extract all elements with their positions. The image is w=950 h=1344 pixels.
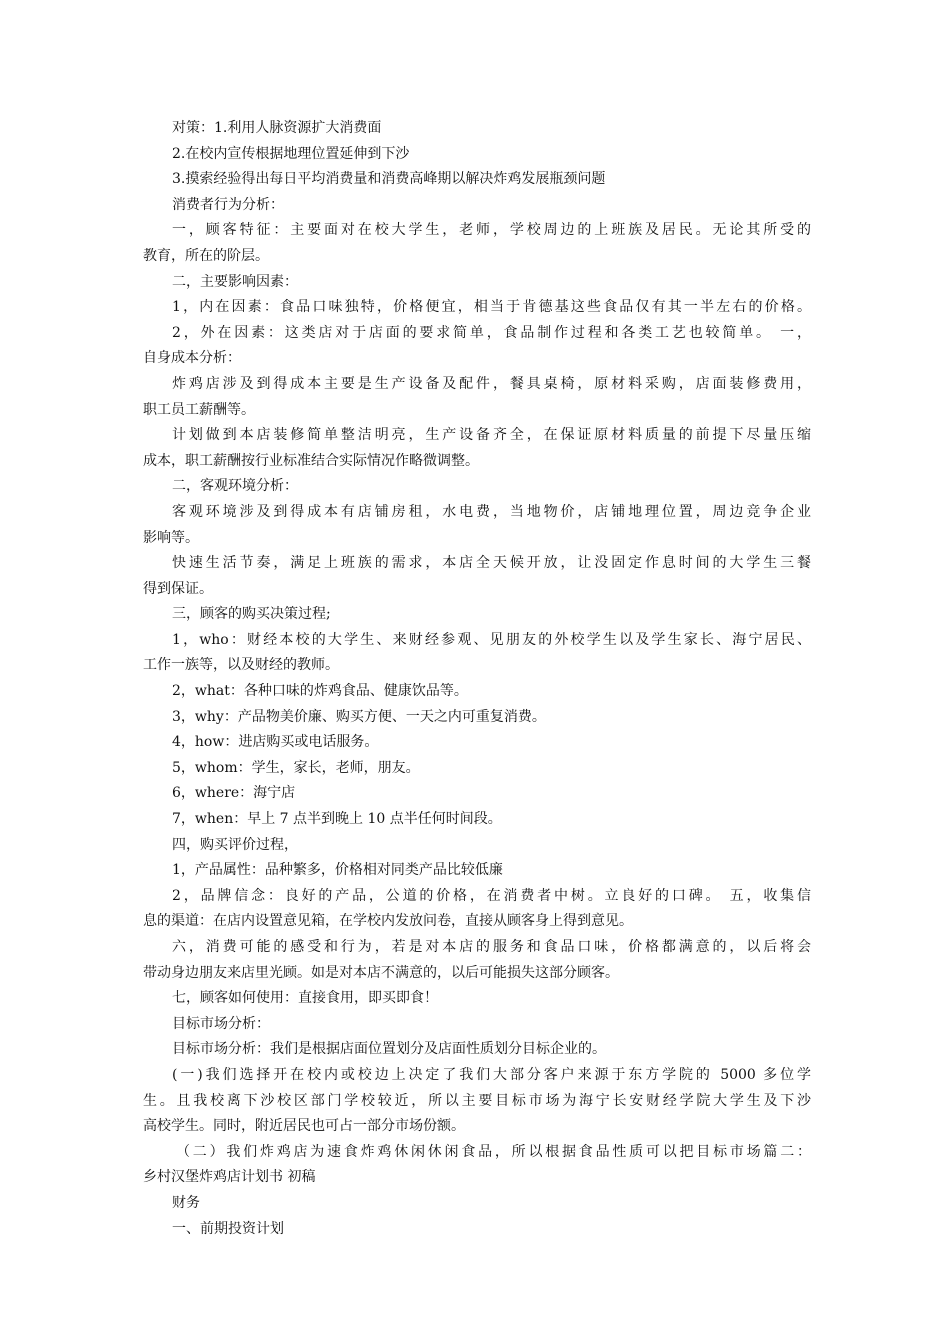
text-line: 生。且我校离下沙校区部门学校较近，所以主要目标市场为海宁长安财经学院大学生及下沙 bbox=[143, 1092, 811, 1109]
text-line: 七，顾客如何使用：直接食用，即买即食！ bbox=[172, 990, 438, 1007]
text-line: 消费者行为分析： bbox=[172, 196, 284, 213]
text-line: 2，what：各种口味的炸鸡食品、健康饮品等。 bbox=[172, 683, 468, 700]
text-line: 6，where：海宁店 bbox=[172, 785, 296, 802]
text-line: 财务 bbox=[172, 1194, 200, 1211]
text-line: 客观环境涉及到得成本有店铺房租，水电费，当地物价，店铺地理位置，周边竞争企业 bbox=[172, 503, 811, 520]
text-line: 4，how：进店购买或电话服务。 bbox=[172, 734, 379, 751]
text-line: 3，why：产品物美价廉、购买方便、一天之内可重复消费。 bbox=[172, 708, 546, 725]
text-line: 得到保证。 bbox=[143, 580, 213, 597]
text-line: 教育，所在的阶层。 bbox=[143, 247, 269, 264]
text-line: 炸鸡店涉及到得成本主要是生产设备及配件，餐具桌椅，原材料采购，店面装修费用， bbox=[172, 375, 811, 392]
text-line: 工作一族等，以及财经的教师。 bbox=[143, 657, 339, 674]
document-page bbox=[143, 116, 811, 1242]
text-line: 快速生活节奏，满足上班族的需求，本店全天候开放，让没固定作息时间的大学生三餐 bbox=[172, 555, 811, 572]
text-line: 二，客观环境分析： bbox=[172, 478, 298, 495]
text-line: 2，品牌信念：良好的产品，公道的价格，在消费者中树。立良好的口碑。 五，收集信 bbox=[172, 887, 811, 904]
text-line: 7，when：早上 7 点半到晚上 10 点半任何时间段。 bbox=[172, 811, 502, 828]
text-line: 二，主要影响因素： bbox=[172, 273, 298, 290]
text-line: 3.摸索经验得出每日平均消费量和消费高峰期以解决炸鸡发展瓶颈问题 bbox=[172, 171, 606, 188]
text-line: 高校学生。同时，附近居民也可占一部分市场份额。 bbox=[143, 1118, 465, 1135]
text-line: 息的渠道：在店内设置意见箱，在学校内发放问卷，直接从顾客身上得到意见。 bbox=[143, 913, 633, 930]
text-line: 乡村汉堡炸鸡店计划书 初稿 bbox=[143, 1169, 316, 1186]
text-line: 对策：1.利用人脉资源扩大消费面 bbox=[172, 120, 382, 136]
text-line: 计划做到本店装修简单整洁明亮，生产设备齐全，在保证原材料质量的前提下尽量压缩 bbox=[172, 427, 811, 444]
text-line: 2，外在因素：这类店对于店面的要求简单，食品制作过程和各类工艺也较简单。 一， bbox=[172, 324, 811, 341]
text-line: 1，产品属性：品种繁多，价格相对同类产品比较低廉 bbox=[172, 862, 503, 879]
text-line: 六，消费可能的感受和行为，若是对本店的服务和食品口味，价格都满意的，以后将会 bbox=[172, 939, 811, 955]
text-line: 一，顾客特征：主要面对在校大学生，老师，学校周边的上班族及居民。无论其所受的 bbox=[172, 222, 811, 239]
text-line: 带动身边朋友来店里光顾。如是对本店不满意的，以后可能损失这部分顾客。 bbox=[143, 964, 619, 981]
text-line: 一、前期投资计划 bbox=[172, 1220, 284, 1237]
text-line: 四，购买评价过程， bbox=[172, 836, 298, 853]
text-line: 职工员工薪酬等。 bbox=[143, 401, 255, 418]
text-line: 2.在校内宣传根据地理位置延伸到下沙 bbox=[172, 145, 410, 162]
text-line: 影响等。 bbox=[143, 529, 199, 546]
text-line: 1，who：财经本校的大学生、来财经参观、见朋友的外校学生以及学生家长、海宁居民、 bbox=[172, 631, 811, 648]
text-line: 目标市场分析：我们是根据店面位置划分及店面性质划分目标企业的。 bbox=[172, 1041, 606, 1058]
text-line: 三，顾客的购买决策过程; bbox=[172, 606, 331, 623]
text-line: 成本，职工薪酬按行业标准结合实际情况作略微调整。 bbox=[143, 452, 479, 469]
text-line: （二）我们炸鸡店为速食炸鸡休闲休闲食品，所以根据食品性质可以把目标市场篇二： bbox=[176, 1143, 811, 1160]
text-line: 1，内在因素：食品口味独特，价格便宜，相当于肯德基这些食品仅有其一半左右的价格。 bbox=[172, 299, 811, 316]
text-line: 自身成本分析： bbox=[143, 350, 241, 367]
text-line: (一)我们选择开在校内或校边上决定了我们大部分客户来源于东方学院的 5000 多位学 bbox=[172, 1066, 811, 1083]
text-line: 目标市场分析： bbox=[172, 1015, 270, 1032]
text-line: 5，whom：学生，家长，老师，朋友。 bbox=[172, 759, 420, 776]
